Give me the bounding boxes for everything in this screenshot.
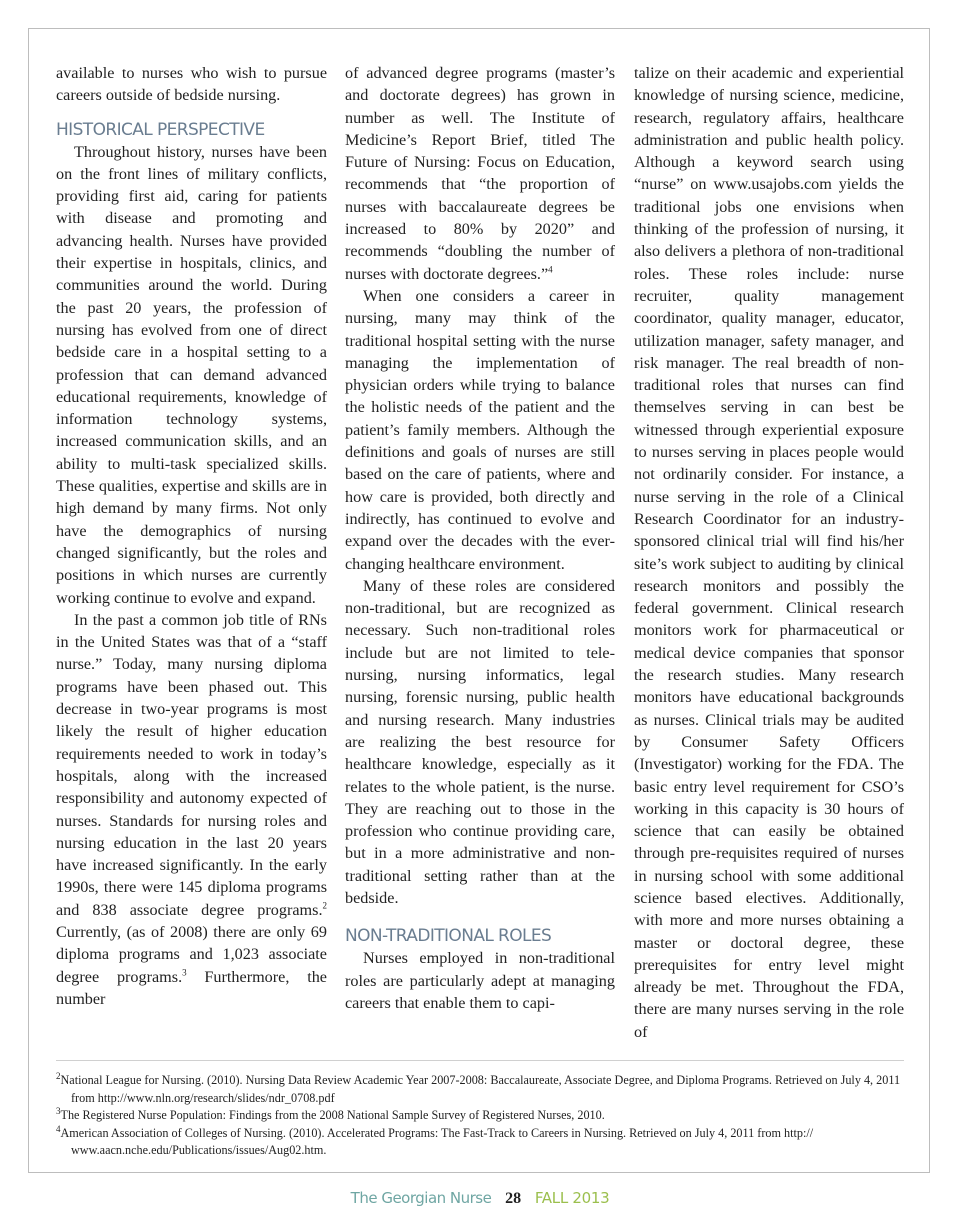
paragraph: Many of these roles are considered non-traditional, but are recognized as necessary. Such non-traditional roles include but are not limited to tele-nursing, nursing informatics, legal nursing, forensic nursing, public health and nursing research. Many industries are realizing the best resource for healthcare knowledge, especially as it relates to the whole patient, is the nurse. They are reaching out to those in the profession who continue providing care, but in a more administrative and non-traditional setting rather than at the bedside.	[345, 576, 615, 907]
column-1	[56, 62, 327, 1010]
section-heading-non-traditional-roles: NON-TRADITIONAL ROLES	[345, 926, 552, 947]
footnotes	[56, 1072, 904, 1160]
column-2	[345, 62, 615, 1014]
issue-label: FALL 2013	[534, 1189, 610, 1207]
paragraph: When one considers a career in nursing, many may think of the traditional hospital setting with the nurse managing the implementation of physician orders while trying to balance the holistic needs of the patient and the patient’s family members. Although the definitions and goals of nurses are still based on the care of patients, where and how care is provided, both directly and indirectly, has continued to evolve and expand over the decades with the ever-changing healthcare environment.	[345, 286, 615, 573]
paragraph-continued: talize on their academic and experiential knowledge of nursing science, medicine, research, regulatory affairs, healthcare administration and public health policy. Although a keyword search using “nurse” on www.usajobs.com yields the traditional jobs one envisions when thinking of the profession of nursing, it also delivers a plethora of non-traditional roles. These roles include: nurse recruiter, quality management coordinator, quality manager, educator, utilization manager, safety manager, and risk manager. The real breadth of non-traditional roles that nurses can find themselves serving in can best be witnessed through experiential exposure to nurses serving in places people would not ordinarily consider. For instance, a nurse serving in the role of a Clinical Research Coordinator for an industry-sponsored clinical trial will find his/her site’s work subject to auditing by clinical research monitors and possibly the federal government. Clinical research monitors work for pharmaceutical or medical device companies that sponsor the research studies. Many research monitors have educational backgrounds as nurses. Clinical trials may be audited by Consumer Safety Officers (Investigator) working for the FDA. The basic entry level requirement for CSO’s working in this capacity is 30 hours of science that can easily be obtained through pre-requisites required of nurses in nursing school with some additional science based electives. Additionally, with more and more nurses obtaining a master or doctoral degree, these prerequisites for entry level might already be met. Throughout the FDA, there are many nurses serving in the role of	[634, 64, 904, 1041]
publication-name: The Georgian Nurse	[350, 1189, 492, 1207]
paragraph: Throughout history, nurses have been on the front lines of military conflicts, providing first aid, caring for patients with disease and promoting and advancing health. Nurses have provided their expertise in hospitals, clinics, and communities around the world. During the past 20 years, the profession of nursing has evolved from one of direct bedside care in a hospital setting to a profession that can demand advanced educational requirements, knowledge of information technology systems, increased communication skills, and an ability to multi-task specialized skills. These qualities, expertise and skills are in high demand by many firms. Not only have the demographics of nursing changed significantly, but the roles and positions in which nurses are currently working continue to evolve and expand.	[56, 142, 327, 607]
paragraph: Nurses employed in non-traditional roles are particularly adept at managing careers that enable them to capi-	[345, 949, 615, 1012]
footnote-ref-3: 3	[182, 967, 187, 978]
paragraph: In the past a common job title of RNs in the United States was that of a “staff nurse.” Today, many nursing diploma programs have been phased out. This decrease in two-year programs is most likely the result of higher education requirements needed to work in today’s hospitals, along with the increased responsibility and autonomy expected of nurses. Standards for nursing roles and nursing education in the last 20 years have increased significantly. In the early 1990s, there were 145 diploma programs and 838 associate degree programs.$^2$ Currently, (as of 2008) there are only 69 diploma programs and 1,023 associate degree programs.$^3$ Furthermore, the number	[56, 610, 327, 1008]
footnote-ref-2: 2	[322, 900, 327, 911]
section-heading-historical-perspective: HISTORICAL PERSPECTIVE	[56, 119, 265, 140]
footnote-3: $^3$The Registered Nurse Population: Findings from the 2008 National Sample Survey of Registered Nurses, 2010.	[56, 1106, 605, 1123]
page-number: 28	[505, 1190, 522, 1207]
column-3	[634, 62, 904, 1043]
paragraph-continued: available to nurses who wish to pursue careers outside of bedside nursing.	[56, 64, 327, 105]
paragraph-continued: of advanced degree programs (master’s and doctorate degrees) has grown in number as well. The Institute of Medicine’s Report Brief, titled The Future of Nursing: Focus on Education, recommends that “the proportion of nurses with baccalaureate degrees be increased to 80% by 2020” and recommends “doubling the number of nurses with doctorate degrees.”$^4$	[345, 64, 615, 283]
footnote-2: $^2$National League for Nursing. (2010). Nursing Data Review Academic Year 2007-2008: Baccalaureate, Associate Degree, and Diploma Programs. Retrieved on July 4, 2011 from http://www.nln.org/research/slides/ndr_0708.pdf	[56, 1070, 901, 1105]
footnote-ref-4: 4	[548, 264, 553, 275]
footnote-divider	[56, 1060, 904, 1061]
page-footer	[0, 1188, 960, 1209]
footnote-4: $^4$American Association of Colleges of Nursing. (2010). Accelerated Programs: The Fast-Track to Careers in Nursing. Retrieved on July 4, 2011 from http:// www.aacn.nche.edu/Publications/issues/Aug02.htm.	[56, 1123, 814, 1158]
